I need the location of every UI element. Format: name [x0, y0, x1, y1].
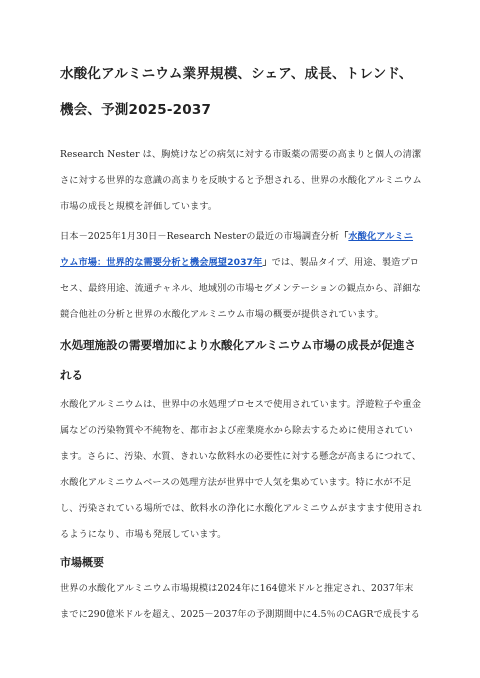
open-bracket: 「	[339, 231, 349, 242]
section-body-water-treatment: 水酸化アルミニウムは、世界中の水処理プロセスで使用されています。浮遊粒子や重金属などの汚染物質や不純物を、都市および産業廃水から除去するために使用されています。さらに、汚染、水質、きれいな飲料水の必要性に対する懸念が高まるにつれて、水酸化アルミニウムベースの処理方法が世界中で人気を集めています。特に水が不足し、汚染されている場所では、飲料水の浄化に水酸化アルミニウムがますます使用されるようになり、市場も発展しています。	[60, 399, 422, 540]
lead-prefix: 日本－2025年1月30日－Research Nesterの最近の市場調査分析	[60, 231, 340, 242]
section-heading-water-treatment: 水処理施設の需要増加により水酸化アルミニウム市場の成長が促進される	[60, 338, 416, 382]
report-link-text: 水酸化アルミニウム市場：世界的な需要分析と機会展望2037年	[60, 231, 414, 268]
section-body-market-overview: 世界の水酸化アルミニウム市場規模は2024年に164億米ドルと推定され、2037年末までに290億米ドルを超え、2025－2037年の予測期間中に4.5％のCAGRで成長する	[60, 583, 420, 620]
document-page	[60, 56, 422, 628]
lead-suffix: では、製品タイプ、用途、製造プロセス、最終用途、流通チャネル、地域別の市場セグメンテーションの観点から、詳細な競合他社の分析と世界の水酸化アルミニウム市場の概要が提供されています。	[60, 257, 422, 320]
intro-paragraph: Research Nester は、胸焼けなどの病気に対する市販薬の需要の高まりと個人の清潔さに対する世界的な意識の高まりを反映すると予想される、世界の水酸化アルミニウム市場の成長と規模を評価しています。	[60, 149, 422, 212]
lead-paragraph	[60, 224, 422, 328]
page-title: 水酸化アルミニウム業界規模、シェア、成長、トレンド、機会、予測2025-2037	[60, 66, 413, 118]
close-bracket: 」	[262, 257, 272, 268]
section-heading-market-overview: 市場概要	[60, 556, 104, 569]
